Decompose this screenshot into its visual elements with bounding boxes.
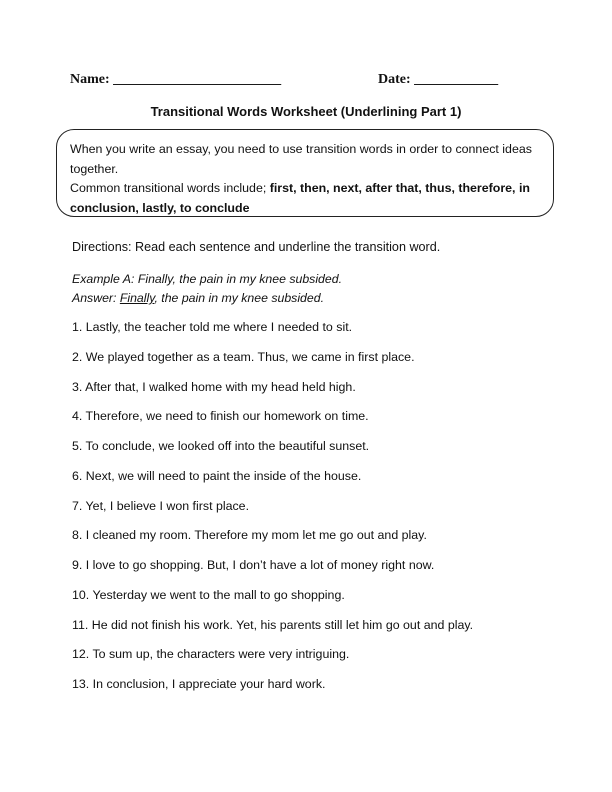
transition-words-prefix: Common transitional words include; <box>70 181 270 195</box>
worksheet-header <box>70 72 530 92</box>
sentence-item[interactable]: 5. To conclude, we looked off into the beautiful sunset. <box>72 439 370 453</box>
date-field[interactable]: Date: ____________ <box>378 72 499 87</box>
intro-text: When you write an essay, you need to use transition words in order to connect ideas together. <box>70 142 532 176</box>
directions: Directions: Read each sentence and underline the transition word. <box>72 240 441 254</box>
name-field[interactable]: Name: ________________________ <box>70 72 282 87</box>
example-answer <box>72 289 342 308</box>
sentence-item[interactable]: 3. After that, I walked home with my head held high. <box>72 379 356 394</box>
sentence-item[interactable]: 11. He did not finish his work. Yet, his parents still let him go out and play. <box>72 617 474 632</box>
answer-label: Answer: <box>72 291 120 305</box>
example-block <box>72 270 342 308</box>
sentence-item[interactable]: 10. Yesterday we went to the mall to go shopping. <box>72 587 345 602</box>
worksheet-title: Transitional Words Worksheet (Underlining Part 1) <box>150 104 462 119</box>
sentence-list <box>72 319 473 706</box>
sentence-item[interactable]: 9. I love to go shopping. But, I don’t have a lot of money right now. <box>72 558 435 572</box>
sentence-item[interactable]: 8. I cleaned my room. Therefore my mom let me go out and play. <box>72 528 427 543</box>
sentence-item[interactable]: 7. Yet, I believe I won first place. <box>72 498 250 513</box>
sentence-item[interactable]: 12. To sum up, the characters were very intriguing. <box>72 647 350 662</box>
intro-box <box>56 129 554 217</box>
answer-underlined-word: Finally <box>119 291 155 305</box>
sentence-item[interactable]: 4. Therefore, we need to finish our homework on time. <box>72 409 369 424</box>
transition-words-line <box>70 179 541 218</box>
sentence-item[interactable]: 1. Lastly, the teacher told me where I needed to sit. <box>72 320 353 334</box>
sentence-item[interactable]: 2. We played together as a team. Thus, we came in first place. <box>72 349 415 364</box>
transition-words-list: first, then, next, after that, thus, therefore, in conclusion, lastly, to conclude <box>70 181 530 215</box>
answer-rest: , the pain in my knee subsided. <box>154 291 324 305</box>
sentence-item[interactable]: 13. In conclusion, I appreciate your hard work. <box>72 677 326 691</box>
example-sentence: Example A: Finally, the pain in my knee subsided. <box>72 272 342 286</box>
sentence-item[interactable]: 6. Next, we will need to paint the inside of the house. <box>72 468 362 483</box>
